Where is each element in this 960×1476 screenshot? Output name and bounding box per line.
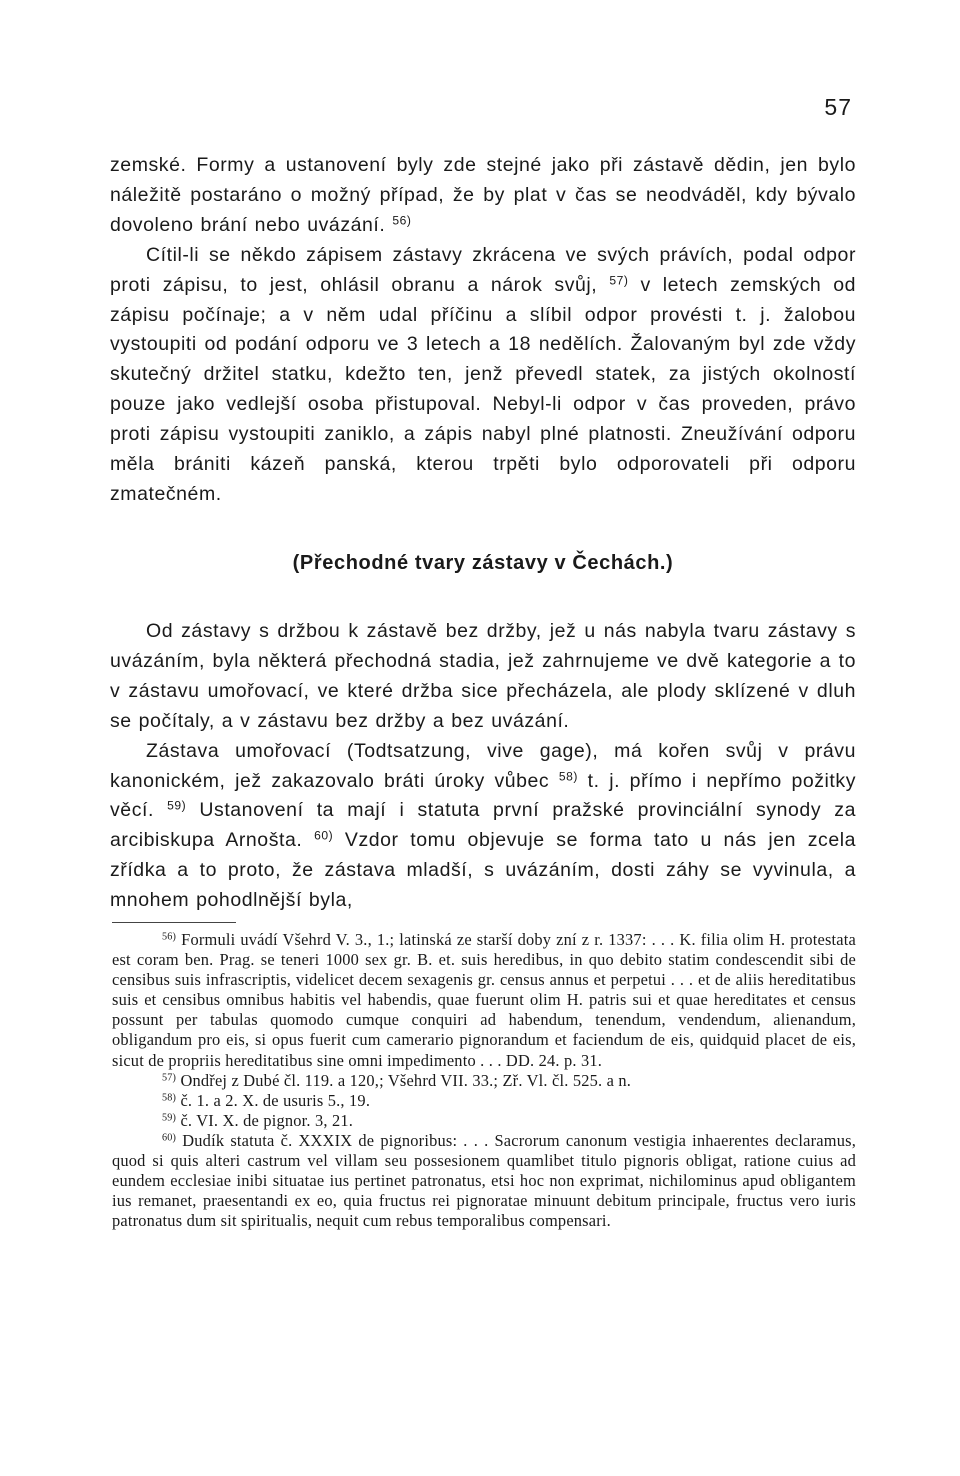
footnote-ref-57: 57) xyxy=(609,272,629,287)
paragraph-4-text-a: Zástava umořovací (Todtsatzung, vive gage), má kořen svůj v právu kanonickém, jež zakazovalo bráti úroky vůbec xyxy=(110,739,856,792)
footnote-57-text: Ondřej z Dubé čl. 119. a 120,; Všehrd VII. 33.; Zř. Vl. čl. 525. a n. xyxy=(180,1070,632,1090)
footnote-59-text: č. VI. X. de pignor. 3, 21. xyxy=(180,1110,354,1130)
footnote-56 xyxy=(112,930,856,1071)
footnote-59-mark: 59) xyxy=(162,1112,177,1124)
footnote-58-text: č. 1. a 2. X. de usuris 5., 19. xyxy=(180,1090,371,1110)
paragraph-2-text-b: v letech zemských od zápisu počínaje; a v něm udal příčinu a slíbil odpor provésti t. j. žalobou vystoupiti od podání odporu ve 3 letech a 18 nedělích. Žalovaným byl zde vždy skutečný držitel statku, kdežto ten, jenž převedl statek, za jistých okolností pouze jako vedlejší osoba přistupoval. Nebyl-li odpor v čas proveden, právo proti zápisu vystoupiti zaniklo, a zápis nabyl plné platnosti. Zneužívání odporu měla brániti kázeň panská, kterou trpěti bylo odporovateli při odporu zmatečném. xyxy=(110,273,857,505)
body-section-1 xyxy=(110,151,856,510)
footnote-56-mark: 56) xyxy=(162,931,177,943)
paragraph-2 xyxy=(110,241,856,510)
footnote-60 xyxy=(112,1131,856,1231)
page-number: 57 xyxy=(824,94,852,120)
footnote-ref-56: 56) xyxy=(392,213,412,228)
footnote-ref-60: 60) xyxy=(314,828,334,843)
footnote-60-text: Dudík statuta č. XXXIX de pignoribus: . . . Sacrorum canonum vestigia inhaerentes declaramus, quod si quis alteri castrum vel villam seu possesionem quamlibet titulo pignoris obligat, ratione cuius ad eundem ecclesiae inibi situatae ius pertinet patronatus, etsi hoc non exprimat, nichilominus apud obligantem ius remanet, praesentandi ex eo, quia fructus rei pignoratae minuunt debitum principale, fructus vero iuris patronatus dum sit spiritualis, nequit cum rebus temporalibus compensari. xyxy=(112,1130,856,1231)
paragraph-2-text-a: Cítil-li se někdo zápisem zástavy zkrácena ve svých právích, podal odpor proti zápisu, to jest, ohlásil obranu a nárok svůj, xyxy=(110,243,856,296)
paragraph-1-text: zemské. Formy a ustanovení byly zde stejné jako při zástavě dědin, jen bylo náležitě postaráno o možný případ, že by plat v čas se neodváděl, kdy bývalo dovoleno brání nebo uvázání. xyxy=(110,154,856,236)
paragraph-4-text-d: Vzdor tomu objevuje se forma tato u nás jen zcela zřídka a to proto, že zástava mladší, s uvázáním, dosti záhy se vyvinula, a mnohem pohodlnější byla, xyxy=(110,829,857,912)
footnote-57 xyxy=(112,1071,856,1091)
body-section-2 xyxy=(110,617,856,916)
footnote-58 xyxy=(112,1091,856,1111)
paragraph-4 xyxy=(110,737,856,916)
paragraph-4-text-b: t. j. přímo i nepřímo požitky věcí. xyxy=(110,769,856,822)
footnote-57-mark: 57) xyxy=(162,1072,177,1084)
footnote-ref-58: 58) xyxy=(558,768,578,783)
paragraph-3-text: Od zástavy s držbou k zástavě bez držby, jež u nás nabyla tvaru zástavy s uvázáním, byla některá přechodná stadia, jež zahrnujeme ve dvě kategorie a to v zástavu umořovací, ve které držba sice přecházela, ale plody sklízené v dluh se počítaly, a v zástavu bez držby a bez uvázání. xyxy=(110,620,856,732)
paragraph-1 xyxy=(110,151,856,241)
footnotes xyxy=(112,930,856,1231)
paragraph-4-text-c: Ustanovení ta mají i statuta první pražské provinciální synody za arcibiskupa Arnošta. xyxy=(110,799,856,852)
section-heading: (Přechodné tvary zástavy v Čechách.) xyxy=(292,552,674,574)
paragraph-3 xyxy=(110,617,856,737)
footnote-ref-59: 59) xyxy=(167,798,187,813)
footnote-56-text: Formuli uvádí Všehrd V. 3., 1.; latinská ze starší doby zní z r. 1337: . . . K. filia olim H. protestata est coram ben. Prag. se teneri 1000 sex gr. B. et. suis heredibus, in quo debito statim condescendit sibi de censibus suis infrascriptis, videlicet decem sexagenis gr. census annus et perpetui . . . et de aliis hereditatibus suis et censibus omnibus habitis vel habendis, quae fuerunt olim H. patris sui et quae hereditates et census possunt per tabulas quomodo cumque conquiri ad habendum, tenendum, vendendum, alienandum, obligandum pro eis, si opus fuerit cum camerario pignorandum et faciendum de eis, quidquid placet de eis, sicut de propriis hereditatibus sine omni impedimento . . . DD. 24. p. 31. xyxy=(112,930,856,1070)
footnote-58-mark: 58) xyxy=(162,1092,177,1104)
footnote-divider xyxy=(112,922,236,923)
footnote-60-mark: 60) xyxy=(162,1132,177,1144)
footnote-59 xyxy=(112,1111,856,1131)
